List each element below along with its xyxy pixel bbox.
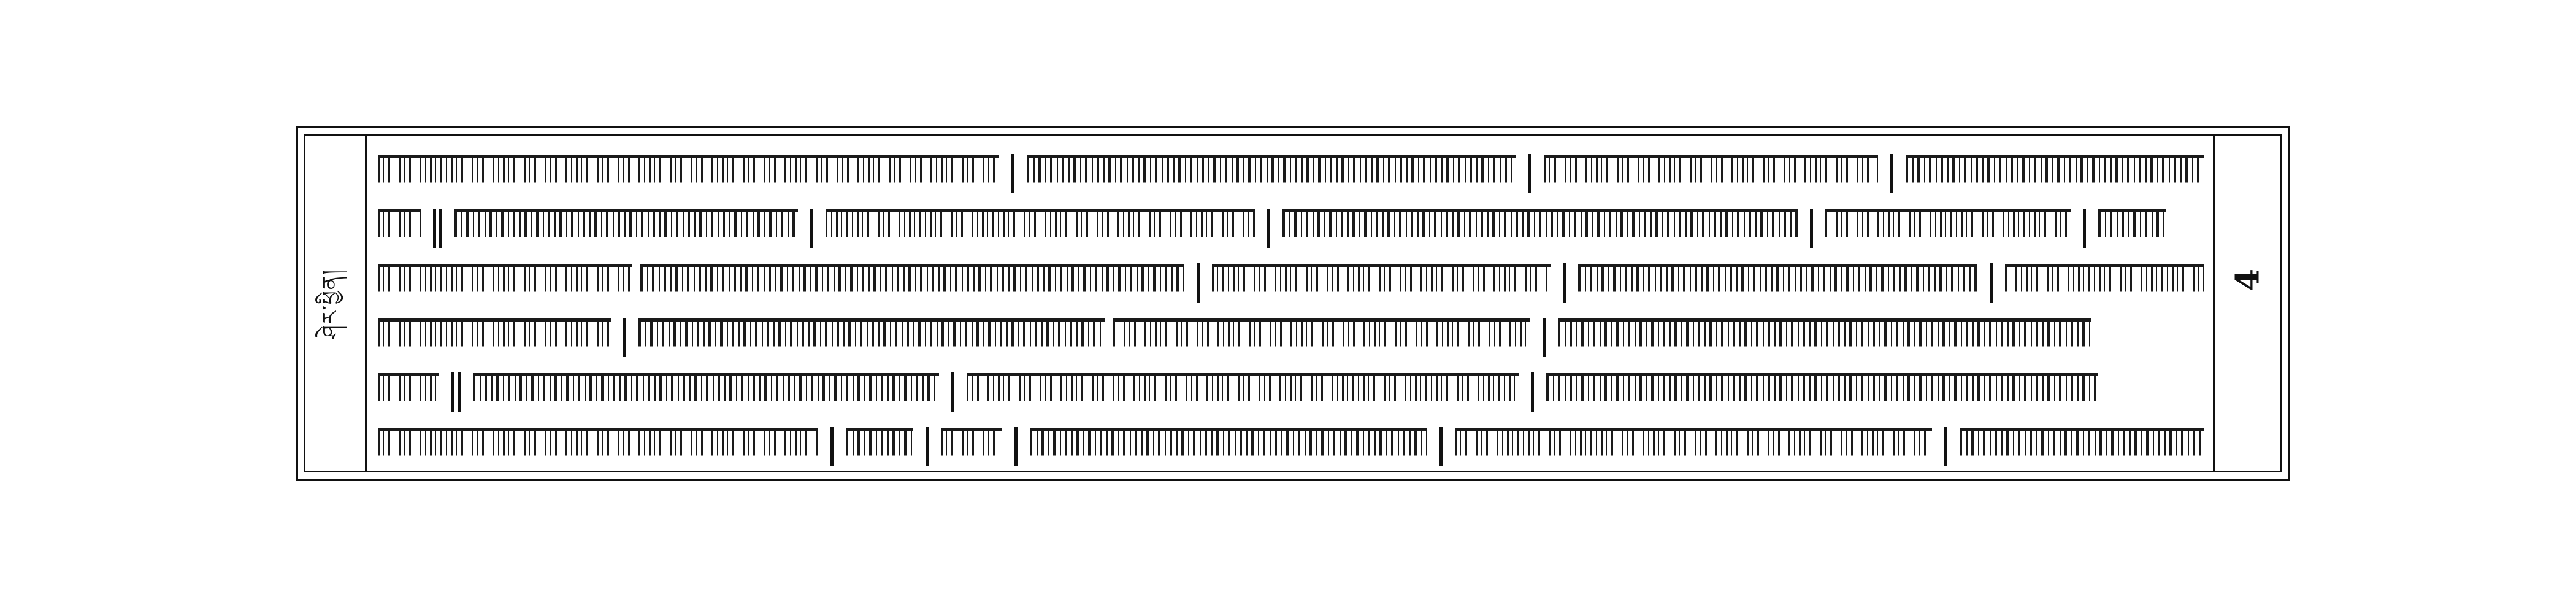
- tibetan-script-run: [967, 373, 1519, 412]
- shad-mark: [433, 209, 436, 248]
- shad-mark: [1011, 154, 1014, 193]
- folio-inner-border: [304, 134, 2282, 472]
- text-line-2: [374, 196, 2208, 248]
- tibetan-script-run: [378, 373, 439, 412]
- tibetan-script-run: [640, 264, 1184, 303]
- tibetan-script-run: [378, 155, 999, 193]
- shad-mark: [1197, 263, 1200, 303]
- shad-mark: [2083, 209, 2086, 248]
- shad-mark: [623, 318, 626, 357]
- folio-number-column: [2213, 136, 2280, 471]
- tibetan-script-run: [473, 373, 939, 412]
- tibetan-script-run: [1027, 155, 1516, 193]
- text-line-1: [374, 142, 2208, 193]
- tibetan-script-run: [941, 428, 1002, 466]
- shad-mark: [1990, 263, 1993, 303]
- tibetan-script-run: [378, 428, 818, 466]
- shad-mark: [1531, 372, 1534, 412]
- shad-mark: [451, 372, 454, 412]
- text-line-3: [374, 251, 2208, 303]
- tibetan-script-run: [1282, 209, 1798, 248]
- text-line-5: [374, 360, 2208, 412]
- tibetan-script-run: [1546, 373, 2098, 412]
- tibetan-script-run: [2098, 209, 2166, 248]
- text-line-4: [374, 306, 2208, 357]
- tibetan-script-run: [1455, 428, 1932, 466]
- tibetan-script-run: [1825, 209, 2071, 248]
- shad-mark: [1543, 318, 1546, 357]
- tibetan-script-run: [638, 318, 1105, 357]
- tibetan-script-run: [1578, 264, 1977, 303]
- folio-number: 4: [2229, 269, 2266, 291]
- tibetan-script-run: [1212, 264, 1551, 303]
- margin-title-column: [305, 136, 367, 471]
- shad-mark: [1528, 154, 1531, 193]
- shad-mark: [1439, 427, 1443, 466]
- tibetan-script-run: [1544, 155, 1878, 193]
- tibetan-script-run: [2005, 264, 2204, 303]
- tibetan-script-run: [1558, 318, 2091, 357]
- tibetan-script-run: [1113, 318, 1530, 357]
- shad-mark: [1267, 209, 1270, 248]
- tibetan-script-run: [1960, 428, 2204, 466]
- text-line-6: [374, 415, 2208, 466]
- margin-title: ཤེར་ཕྱིན།: [318, 268, 343, 339]
- shad-mark: [1944, 427, 1947, 466]
- shad-mark: [1014, 427, 1018, 466]
- tibetan-script-run: [1030, 428, 1427, 466]
- tibetan-script-run: [1906, 155, 2204, 193]
- tibetan-script-run: [378, 209, 421, 248]
- shad-mark: [951, 372, 954, 412]
- tibetan-script-run: [378, 264, 632, 303]
- shad-mark: [1563, 263, 1566, 303]
- tibetan-script-run: [846, 428, 913, 466]
- shad-mark: [1890, 154, 1893, 193]
- tibetan-text-block: [374, 142, 2208, 463]
- shad-mark: [830, 427, 834, 466]
- tibetan-script-run: [454, 209, 798, 248]
- shad-mark: [1810, 209, 1813, 248]
- shad-mark: [926, 427, 929, 466]
- tibetan-script-run: [826, 209, 1255, 248]
- pecha-folio-frame: [296, 126, 2290, 481]
- tibetan-script-run: [378, 318, 611, 357]
- shad-mark: [810, 209, 813, 248]
